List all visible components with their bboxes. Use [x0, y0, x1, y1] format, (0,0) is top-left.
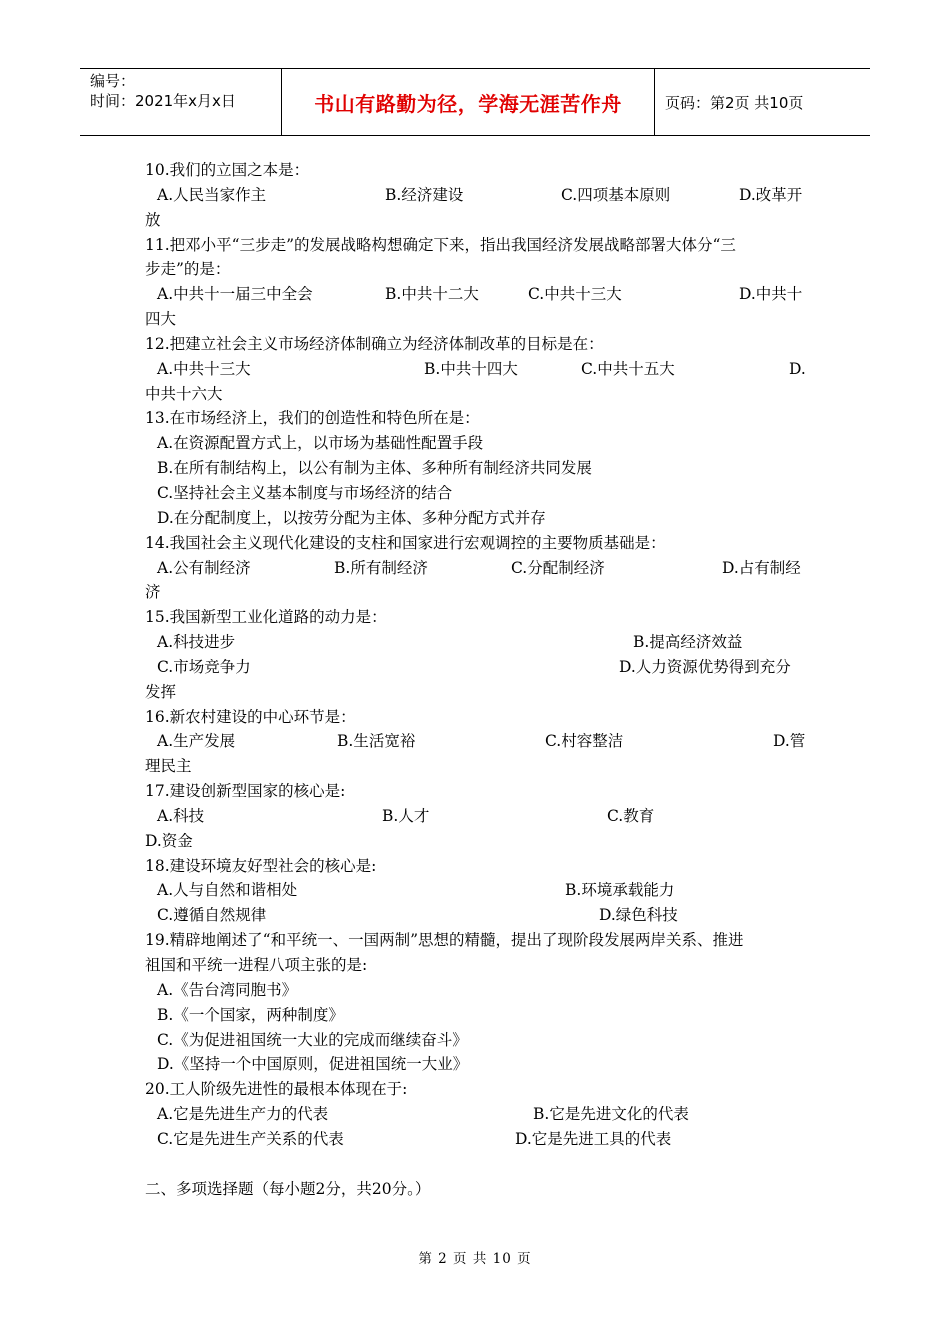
option-d: D.管 — [773, 732, 806, 751]
motto: 书山有路勤为径，学海无涯苦作舟 — [282, 69, 655, 135]
option-d-continued: 理民主 — [145, 757, 192, 776]
option-b: B.所有制经济 — [334, 558, 428, 577]
options-row — [145, 183, 810, 208]
page-footer: 第 2 页 共 10 页 — [418, 1251, 532, 1267]
option-b: B.《一个国家，两种制度》 — [157, 1005, 344, 1024]
option-d: D. — [789, 359, 806, 378]
question-stem: 14.我国社会主义现代化建设的支柱和国家进行宏观调控的主要物质基础是： — [145, 533, 666, 552]
option-d: D.占有制经 — [722, 558, 801, 577]
option-d-continued: 发挥 — [145, 682, 177, 701]
option-d-continued: 中共十六大 — [145, 384, 223, 403]
number-label: 编号： — [90, 72, 136, 90]
option-a: A.中共十三大 — [157, 359, 251, 378]
option-d-continued: 四大 — [145, 310, 177, 329]
option-d-continued: 济 — [145, 583, 161, 602]
question-stem-continued: 步走”的是： — [145, 260, 231, 279]
options-row — [145, 903, 810, 928]
option-c: C.中共十五大 — [581, 359, 675, 378]
options-row — [145, 1102, 810, 1127]
question-stem: 17.建设创新型国家的核心是: — [145, 782, 346, 801]
question-stem-continued: 祖国和平统一进程八项主张的是: — [145, 956, 368, 974]
option-d-continued: 放 — [145, 210, 161, 229]
option-a: A.它是先进生产力的代表 — [157, 1105, 329, 1124]
option-d: D.中共十 — [739, 285, 803, 304]
option-a: A.科技进步 — [157, 633, 236, 652]
question-stem: 20.工人阶级先进性的最根本体现在于: — [145, 1080, 408, 1099]
option-d: D.它是先进工具的代表 — [515, 1129, 672, 1148]
option-b: B.中共十二大 — [385, 285, 479, 304]
question-stem: 18.建设环境友好型社会的核心是: — [145, 856, 377, 875]
option-b: B.生活宽裕 — [337, 732, 416, 751]
question-stem: 12.把建立社会主义市场经济体制确立为经济体制改革的目标是在： — [145, 334, 604, 353]
page-info: 页码：第2页 共10页 — [665, 93, 804, 112]
option-a: A.《告台湾同胞书》 — [157, 980, 298, 999]
option-b: B.经济建设 — [385, 185, 464, 204]
option-d: D.在分配制度上，以按劳分配为主体、多种分配方式并存 — [157, 508, 546, 527]
option-b: B.中共十四大 — [424, 359, 518, 378]
option-c: C.市场竞争力 — [157, 657, 251, 676]
date-line: 时间：2021年x月x日 — [90, 92, 236, 110]
option-b: B.提高经济效益 — [633, 633, 743, 652]
option-c: C.四项基本原则 — [561, 185, 671, 204]
question-stem: 10.我们的立国之本是： — [145, 161, 310, 179]
question-stem: 16.新农村建设的中心环节是： — [145, 707, 356, 726]
options-row — [145, 655, 810, 680]
option-c: C.《为促进祖国统一大业的完成而继续奋斗》 — [157, 1030, 468, 1049]
spacer — [145, 1152, 810, 1177]
options-row — [145, 1127, 810, 1152]
option-b: B.环境承载能力 — [565, 881, 675, 900]
option-d: D.绿色科技 — [599, 906, 678, 925]
option-c: C.教育 — [607, 806, 655, 825]
options-row — [145, 282, 810, 307]
option-b: B.在所有制结构上，以公有制为主体、多种所有制经济共同发展 — [157, 459, 592, 478]
option-a: A.生产发展 — [157, 732, 236, 751]
options-row — [145, 729, 810, 754]
option-a: A.公有制经济 — [157, 558, 251, 577]
section-title: 二、多项选择题（每小题2分，共20分。） — [145, 1179, 431, 1198]
option-b: B.它是先进文化的代表 — [533, 1105, 689, 1124]
option-b: B.人才 — [382, 806, 430, 825]
option-c: C.它是先进生产关系的代表 — [157, 1129, 344, 1148]
header-left-cell — [80, 69, 282, 135]
question-stem: 15.我国新型工业化道路的动力是： — [145, 608, 387, 627]
option-d: D.改革开 — [739, 185, 803, 204]
option-d: D.资金 — [145, 831, 193, 850]
options-row — [145, 556, 810, 581]
options-row — [145, 878, 810, 903]
option-a: A.人与自然和谐相处 — [157, 881, 298, 900]
page-header — [80, 68, 870, 136]
options-row — [145, 630, 810, 655]
question-stem: 13.在市场经济上，我们的创造性和特色所在是： — [145, 409, 480, 428]
options-row — [145, 357, 810, 382]
option-d: D.《坚持一个中国原则，促进祖国统一大业》 — [157, 1055, 469, 1074]
option-a: A.在资源配置方式上，以市场为基础性配置手段 — [157, 434, 484, 453]
option-c: C.村容整洁 — [545, 732, 624, 751]
option-c: C.中共十三大 — [528, 285, 622, 304]
question-list — [145, 158, 810, 1201]
option-d: D.人力资源优势得到充分 — [619, 657, 791, 676]
question-stem: 11.把邓小平“三步走”的发展战略构想确定下来，指出我国经济发展战略部署大体分“三 — [145, 235, 736, 254]
option-a: A.中共十一届三中全会 — [157, 285, 313, 304]
option-a: A.科技 — [157, 806, 205, 825]
option-a: A.人民当家作主 — [157, 185, 267, 204]
option-c: C.分配制经济 — [511, 558, 605, 577]
options-row — [145, 804, 810, 829]
option-c: C.坚持社会主义基本制度与市场经济的结合 — [157, 483, 453, 502]
question-stem: 19.精辟地阐述了“和平统一、一国两制”思想的精髓，提出了现阶段发展两岸关系、推进 — [145, 931, 744, 950]
option-c: C.遵循自然规律 — [157, 906, 267, 925]
